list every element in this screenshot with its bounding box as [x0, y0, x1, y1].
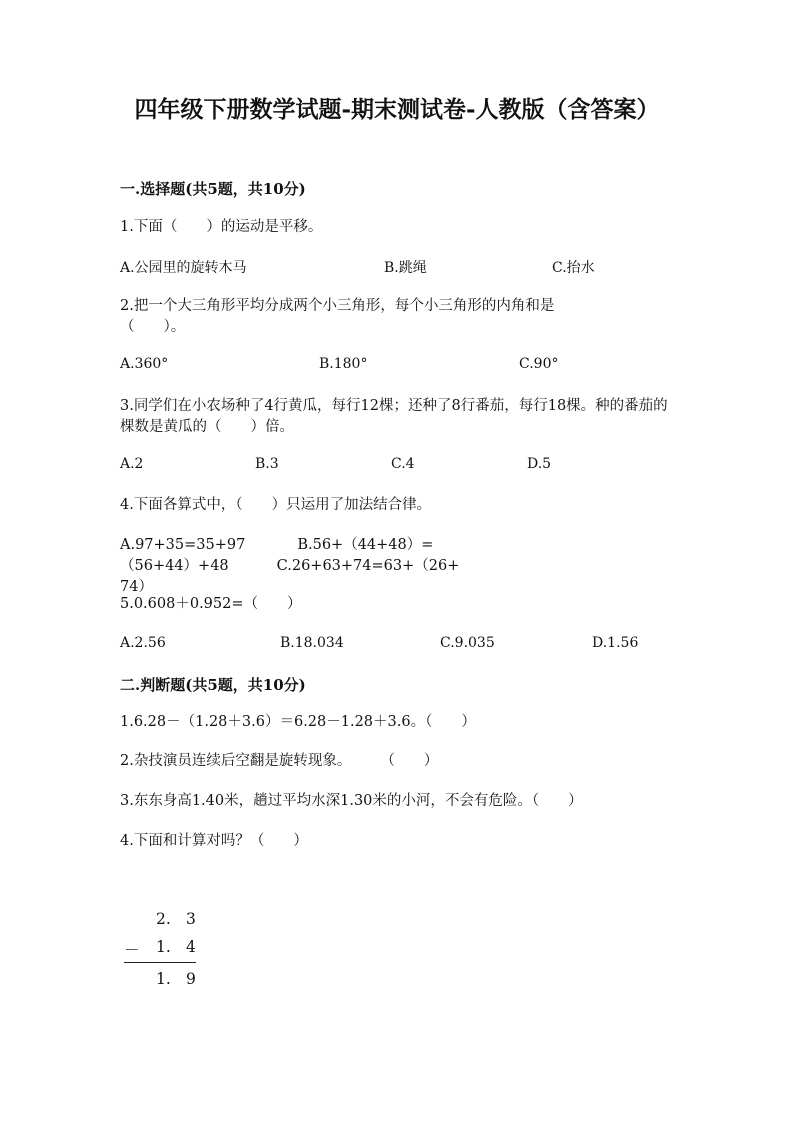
q3-option-d: D.5: [527, 456, 552, 472]
q5-option-c: C.9.035: [440, 635, 495, 651]
q2-option-c: C.90°: [519, 356, 559, 372]
q4-option-b: B.56+（44+48）=（56+44）+48: [120, 537, 434, 574]
question-3: 3.同学们在小农场种了4行黄瓜，每行12棵；还种了8行番茄，每行18棵。种的番茄的棵数是黄瓜的（ ）倍。: [120, 398, 668, 435]
vertical-calculation: [124, 910, 204, 998]
section-heading-judge: 二.判断题(共5题，共10分): [120, 676, 306, 694]
calc-r1-dec: 3: [186, 910, 196, 928]
calc-r2-int: 1.: [156, 938, 171, 956]
page-title: 四年级下册数学试题-期末测试卷-人教版（含答案）: [134, 96, 660, 123]
calc-row-1: [124, 910, 204, 938]
q1-option-c: C.抬水: [552, 260, 595, 276]
q4-options-block: [120, 535, 475, 598]
question-5: 5.0.608＋0.952=（ ）: [120, 596, 302, 612]
calc-r2-dec: 4: [186, 938, 196, 956]
q5-option-a: A.2.56: [120, 635, 166, 651]
q1-option-a: A.公园里的旋转木马: [120, 260, 247, 276]
question-1: 1.下面（ ）的运动是平移。: [120, 219, 323, 235]
minus-sign: －: [124, 941, 140, 959]
q4-option-c: C.26+63+74=63+（26+ 74）: [120, 558, 460, 595]
q2-option-a: A.360°: [120, 356, 169, 372]
question-4: 4.下面各算式中，（ ）只运用了加法结合律。: [120, 497, 432, 513]
judge-question-1: 1.6.28－（1.28＋3.6）＝6.28－1.28＋3.6。（ ）: [120, 714, 476, 730]
calc-row-3: [124, 970, 204, 998]
q5-option-b: B.18.034: [280, 635, 344, 651]
judge-question-4: 4.下面和计算对吗？（ ）: [120, 833, 308, 849]
calc-r3-dec: 9: [186, 970, 196, 988]
calc-result-line: [124, 962, 196, 963]
q1-option-b: B.跳绳: [384, 260, 427, 276]
q5-option-d: D.1.56: [592, 635, 639, 651]
calc-r3-int: 1.: [156, 970, 171, 988]
question-2: 2.把一个大三角形平均分成两个小三角形，每个小三角形的内角和是（ ）。: [120, 298, 555, 335]
section-heading-choice: 一.选择题(共5题，共10分): [120, 180, 306, 198]
calc-r1-int: 2.: [156, 910, 171, 928]
q3-option-a: A.2: [120, 456, 144, 472]
q2-option-b: B.180°: [319, 356, 368, 372]
q3-option-b: B.3: [255, 456, 279, 472]
q4-option-a: A.97+35=35+97: [120, 537, 246, 553]
judge-question-3: 3.东东身高1.40米，趟过平均水深1.30米的小河，不会有危险。（ ）: [120, 793, 583, 809]
judge-question-2: 2.杂技演员连续后空翻是旋转现象。 （ ）: [120, 753, 439, 769]
q3-option-c: C.4: [391, 456, 415, 472]
